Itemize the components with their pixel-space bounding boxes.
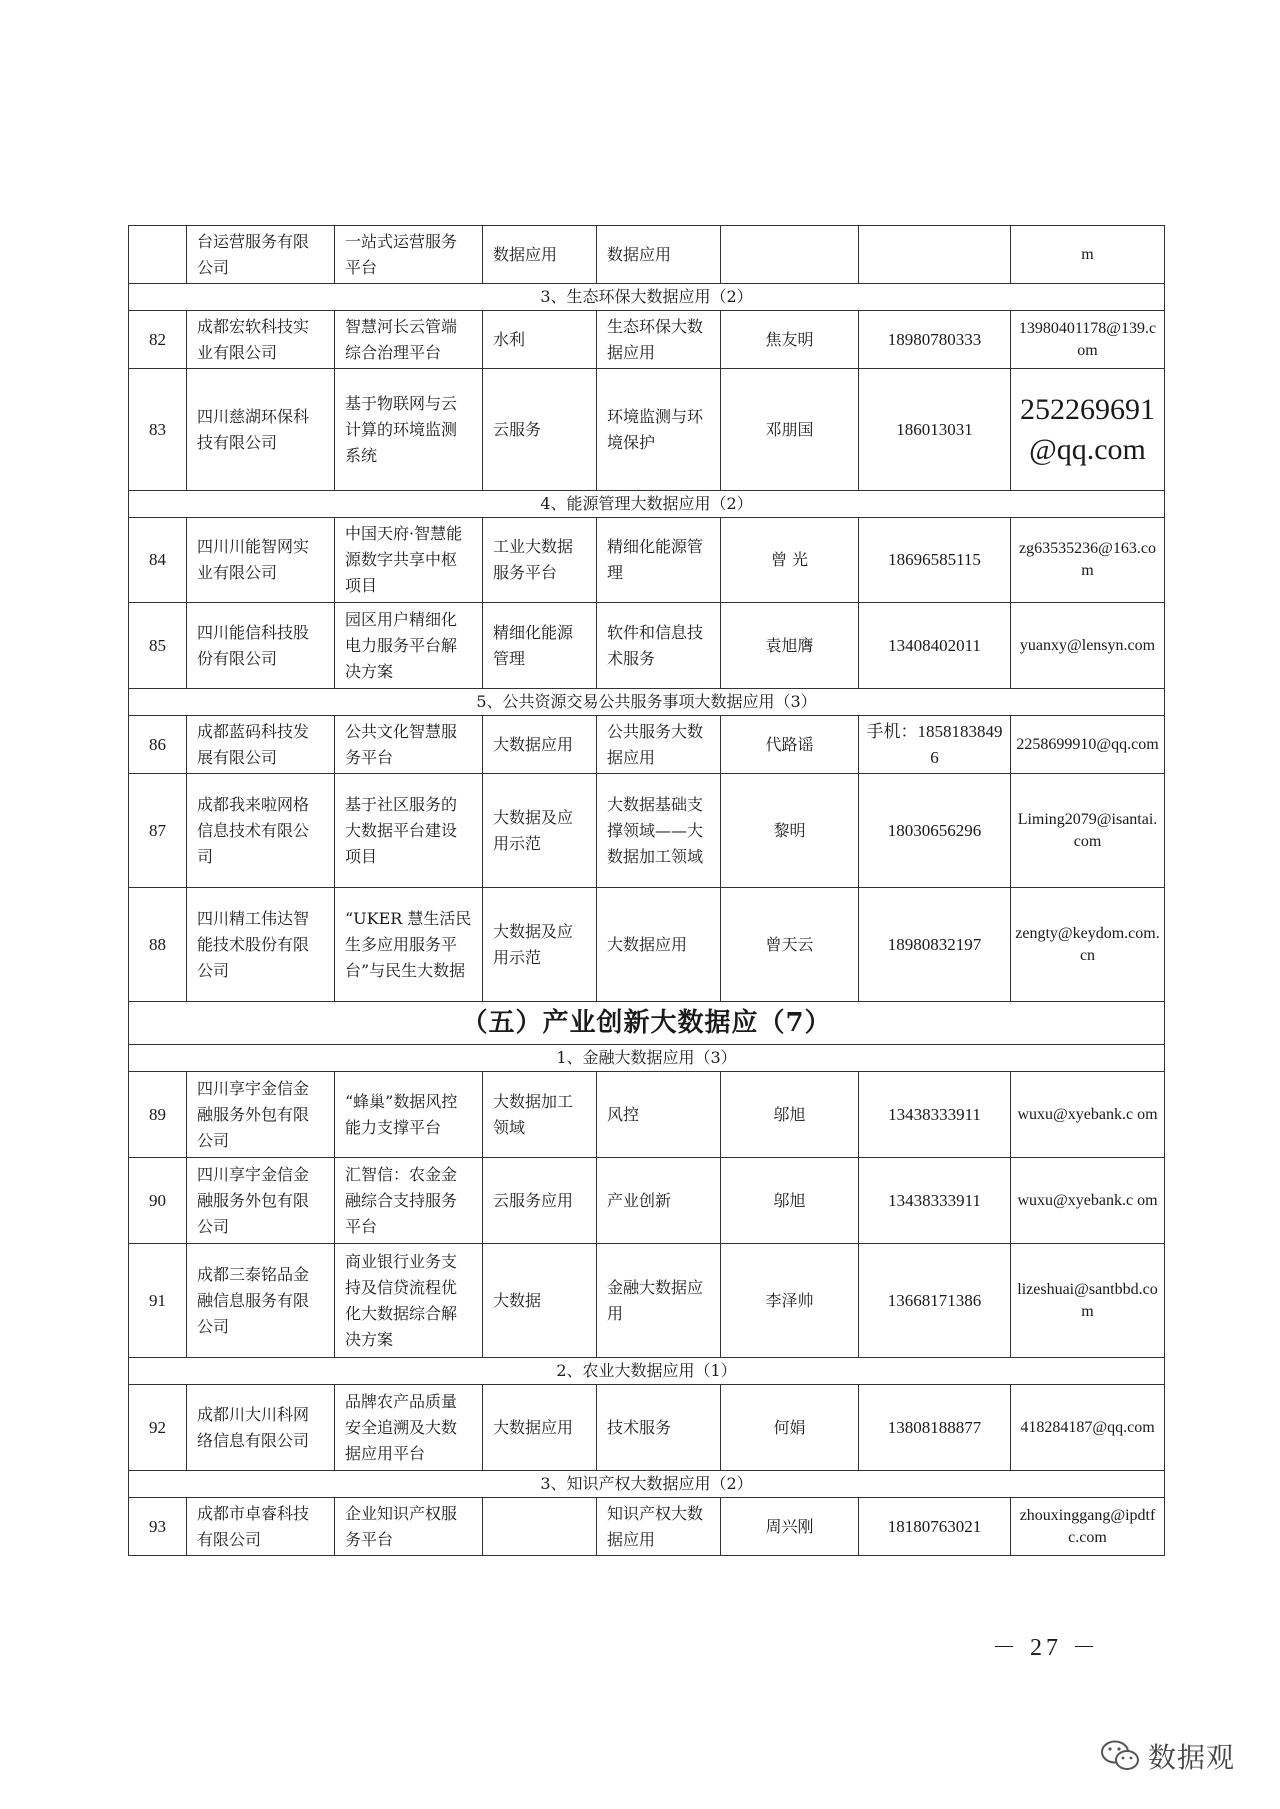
cell-contact xyxy=(721,226,859,284)
cell-field: 生态环保大数据应用 xyxy=(597,311,721,369)
table-row xyxy=(129,226,1165,284)
cell-contact: 曾 光 xyxy=(721,518,859,603)
cell-field: 大数据基础支撑领域——大数据加工领域 xyxy=(597,774,721,888)
cell-project: 企业知识产权服务平台 xyxy=(335,1498,483,1556)
section-row xyxy=(129,284,1165,311)
cell-company: 成都市卓睿科技有限公司 xyxy=(187,1498,335,1556)
cell-category: 大数据应用 xyxy=(483,716,597,774)
cell-number: 83 xyxy=(129,369,187,491)
cell-contact: 曾天云 xyxy=(721,888,859,1002)
cell-number: 85 xyxy=(129,603,187,689)
cell-company: 四川享宇金信金融服务外包有限公司 xyxy=(187,1072,335,1158)
cell-project: 中国天府·智慧能源数字共享中枢项目 xyxy=(335,518,483,603)
table-row xyxy=(129,311,1165,369)
cell-phone: 13808188877 xyxy=(859,1385,1011,1471)
cell-number: 84 xyxy=(129,518,187,603)
cell-company: 四川享宇金信金融服务外包有限公司 xyxy=(187,1158,335,1244)
table-row xyxy=(129,1158,1165,1244)
cell-email: 13980401178@139.com xyxy=(1011,311,1165,369)
cell-number: 90 xyxy=(129,1158,187,1244)
cell-phone: 18980832197 xyxy=(859,888,1011,1002)
cell-phone: 手机：18581838496 xyxy=(859,716,1011,774)
table-row xyxy=(129,369,1165,491)
cell-field: 风控 xyxy=(597,1072,721,1158)
cell-number: 88 xyxy=(129,888,187,1002)
wechat-icon xyxy=(1100,1739,1140,1773)
cell-phone: 13408402011 xyxy=(859,603,1011,689)
cell-company: 成都我来啦网格信息技术有限公司 xyxy=(187,774,335,888)
cell-phone: 13668171386 xyxy=(859,1244,1011,1358)
cell-field: 公共服务大数据应用 xyxy=(597,716,721,774)
cell-project: 商业银行业务支持及信贷流程优化大数据综合解决方案 xyxy=(335,1244,483,1358)
section-row xyxy=(129,689,1165,716)
cell-project: 基于物联网与云计算的环境监测系统 xyxy=(335,369,483,491)
cell-category: 大数据及应用示范 xyxy=(483,774,597,888)
major-section-heading: （五）产业创新大数据应（7） xyxy=(129,1002,1165,1045)
cell-number: 91 xyxy=(129,1244,187,1358)
cell-email: zg63535236@163.com xyxy=(1011,518,1165,603)
section-row xyxy=(129,491,1165,518)
cell-field: 大数据应用 xyxy=(597,888,721,1002)
table-row xyxy=(129,518,1165,603)
cell-email: lizeshuai@santbbd.com xyxy=(1011,1244,1165,1358)
section-heading: 3、生态环保大数据应用（2） xyxy=(129,284,1165,311)
watermark-text: 数据观 xyxy=(1148,1741,1236,1774)
cell-category: 大数据及应用示范 xyxy=(483,888,597,1002)
cell-contact: 邓朋国 xyxy=(721,369,859,491)
table-row xyxy=(129,774,1165,888)
section-heading: 4、能源管理大数据应用（2） xyxy=(129,491,1165,518)
cell-contact: 邬旭 xyxy=(721,1158,859,1244)
cell-number: 93 xyxy=(129,1498,187,1556)
cell-project: “UKER 慧生活民生多应用服务平台”与民生大数据 xyxy=(335,888,483,1002)
cell-project: 公共文化智慧服务平台 xyxy=(335,716,483,774)
page-number: － 27 － xyxy=(992,1635,1100,1661)
cell-project: 汇智信：农金金融综合支持服务平台 xyxy=(335,1158,483,1244)
cell-number: 92 xyxy=(129,1385,187,1471)
table-row xyxy=(129,1385,1165,1471)
cell-email: zengty@keydom.com.cn xyxy=(1011,888,1165,1002)
table-row xyxy=(129,1498,1165,1556)
cell-contact: 代路谣 xyxy=(721,716,859,774)
cell-email: yuanxy@lensyn.com xyxy=(1011,603,1165,689)
cell-number: 86 xyxy=(129,716,187,774)
cell-field: 金融大数据应用 xyxy=(597,1244,721,1358)
cell-contact: 何娟 xyxy=(721,1385,859,1471)
cell-email: 252269691@qq.com xyxy=(1011,369,1165,491)
cell-field: 知识产权大数据应用 xyxy=(597,1498,721,1556)
cell-company: 成都川大川科网络信息有限公司 xyxy=(187,1385,335,1471)
cell-email: 2258699910@qq.com xyxy=(1011,716,1165,774)
section-heading: 2、农业大数据应用（1） xyxy=(129,1358,1165,1385)
cell-field: 数据应用 xyxy=(597,226,721,284)
section-row xyxy=(129,1045,1165,1072)
cell-company: 成都三泰铭品金融信息服务有限公司 xyxy=(187,1244,335,1358)
cell-company: 成都蓝码科技发展有限公司 xyxy=(187,716,335,774)
cell-field: 精细化能源管理 xyxy=(597,518,721,603)
table-row xyxy=(129,603,1165,689)
cell-field: 环境监测与环境保护 xyxy=(597,369,721,491)
cell-phone xyxy=(859,226,1011,284)
cell-category: 工业大数据服务平台 xyxy=(483,518,597,603)
cell-category: 精细化能源管理 xyxy=(483,603,597,689)
cell-category xyxy=(483,1498,597,1556)
cell-number: 82 xyxy=(129,311,187,369)
cell-field: 产业创新 xyxy=(597,1158,721,1244)
cell-category: 云服务应用 xyxy=(483,1158,597,1244)
cell-field: 软件和信息技术服务 xyxy=(597,603,721,689)
cell-email: wuxu@xyebank.c om xyxy=(1011,1158,1165,1244)
cell-category: 水利 xyxy=(483,311,597,369)
section-row xyxy=(129,1471,1165,1498)
cell-company: 成都宏软科技实业有限公司 xyxy=(187,311,335,369)
cell-phone: 18696585115 xyxy=(859,518,1011,603)
cell-email: Liming2079@isantai.com xyxy=(1011,774,1165,888)
table-row xyxy=(129,1244,1165,1358)
table-row xyxy=(129,716,1165,774)
major-section-row xyxy=(129,1002,1165,1045)
cell-contact: 邬旭 xyxy=(721,1072,859,1158)
cell-contact: 周兴刚 xyxy=(721,1498,859,1556)
cell-company: 四川精工伟达智能技术股份有限公司 xyxy=(187,888,335,1002)
cell-phone: 18030656296 xyxy=(859,774,1011,888)
cell-project: “蜂巢”数据风控能力支撑平台 xyxy=(335,1072,483,1158)
cell-email: zhouxinggang@ipdtfc.com xyxy=(1011,1498,1165,1556)
cell-category: 云服务 xyxy=(483,369,597,491)
cell-field: 技术服务 xyxy=(597,1385,721,1471)
cell-contact: 黎明 xyxy=(721,774,859,888)
cell-company: 四川川能智网实业有限公司 xyxy=(187,518,335,603)
cell-number: 87 xyxy=(129,774,187,888)
cell-email: wuxu@xyebank.c om xyxy=(1011,1072,1165,1158)
cell-company: 四川慈湖环保科技有限公司 xyxy=(187,369,335,491)
cell-contact: 袁旭膺 xyxy=(721,603,859,689)
table-row xyxy=(129,1072,1165,1158)
section-heading: 5、公共资源交易公共服务事项大数据应用（3） xyxy=(129,689,1165,716)
section-heading: 1、金融大数据应用（3） xyxy=(129,1045,1165,1072)
cell-category: 数据应用 xyxy=(483,226,597,284)
cell-project: 一站式运营服务平台 xyxy=(335,226,483,284)
cell-email: 418284187@qq.com xyxy=(1011,1385,1165,1471)
cell-company: 四川能信科技股份有限公司 xyxy=(187,603,335,689)
section-heading: 3、知识产权大数据应用（2） xyxy=(129,1471,1165,1498)
cell-project: 品牌农产品质量安全追溯及大数据应用平台 xyxy=(335,1385,483,1471)
enterprise-list-table xyxy=(128,225,1165,1556)
cell-number xyxy=(129,226,187,284)
cell-email: m xyxy=(1011,226,1165,284)
cell-phone: 186013031 xyxy=(859,369,1011,491)
cell-phone: 18180763021 xyxy=(859,1498,1011,1556)
cell-contact: 李泽帅 xyxy=(721,1244,859,1358)
cell-category: 大数据 xyxy=(483,1244,597,1358)
cell-project: 智慧河长云管端综合治理平台 xyxy=(335,311,483,369)
cell-category: 大数据加工领域 xyxy=(483,1072,597,1158)
cell-project: 园区用户精细化电力服务平台解决方案 xyxy=(335,603,483,689)
cell-company: 台运营服务有限公司 xyxy=(187,226,335,284)
table-row xyxy=(129,888,1165,1002)
cell-number: 89 xyxy=(129,1072,187,1158)
section-row xyxy=(129,1358,1165,1385)
cell-phone: 18980780333 xyxy=(859,311,1011,369)
cell-phone: 13438333911 xyxy=(859,1158,1011,1244)
watermark xyxy=(1100,1736,1235,1776)
cell-project: 基于社区服务的大数据平台建设项目 xyxy=(335,774,483,888)
cell-contact: 焦友明 xyxy=(721,311,859,369)
cell-phone: 13438333911 xyxy=(859,1072,1011,1158)
cell-category: 大数据应用 xyxy=(483,1385,597,1471)
